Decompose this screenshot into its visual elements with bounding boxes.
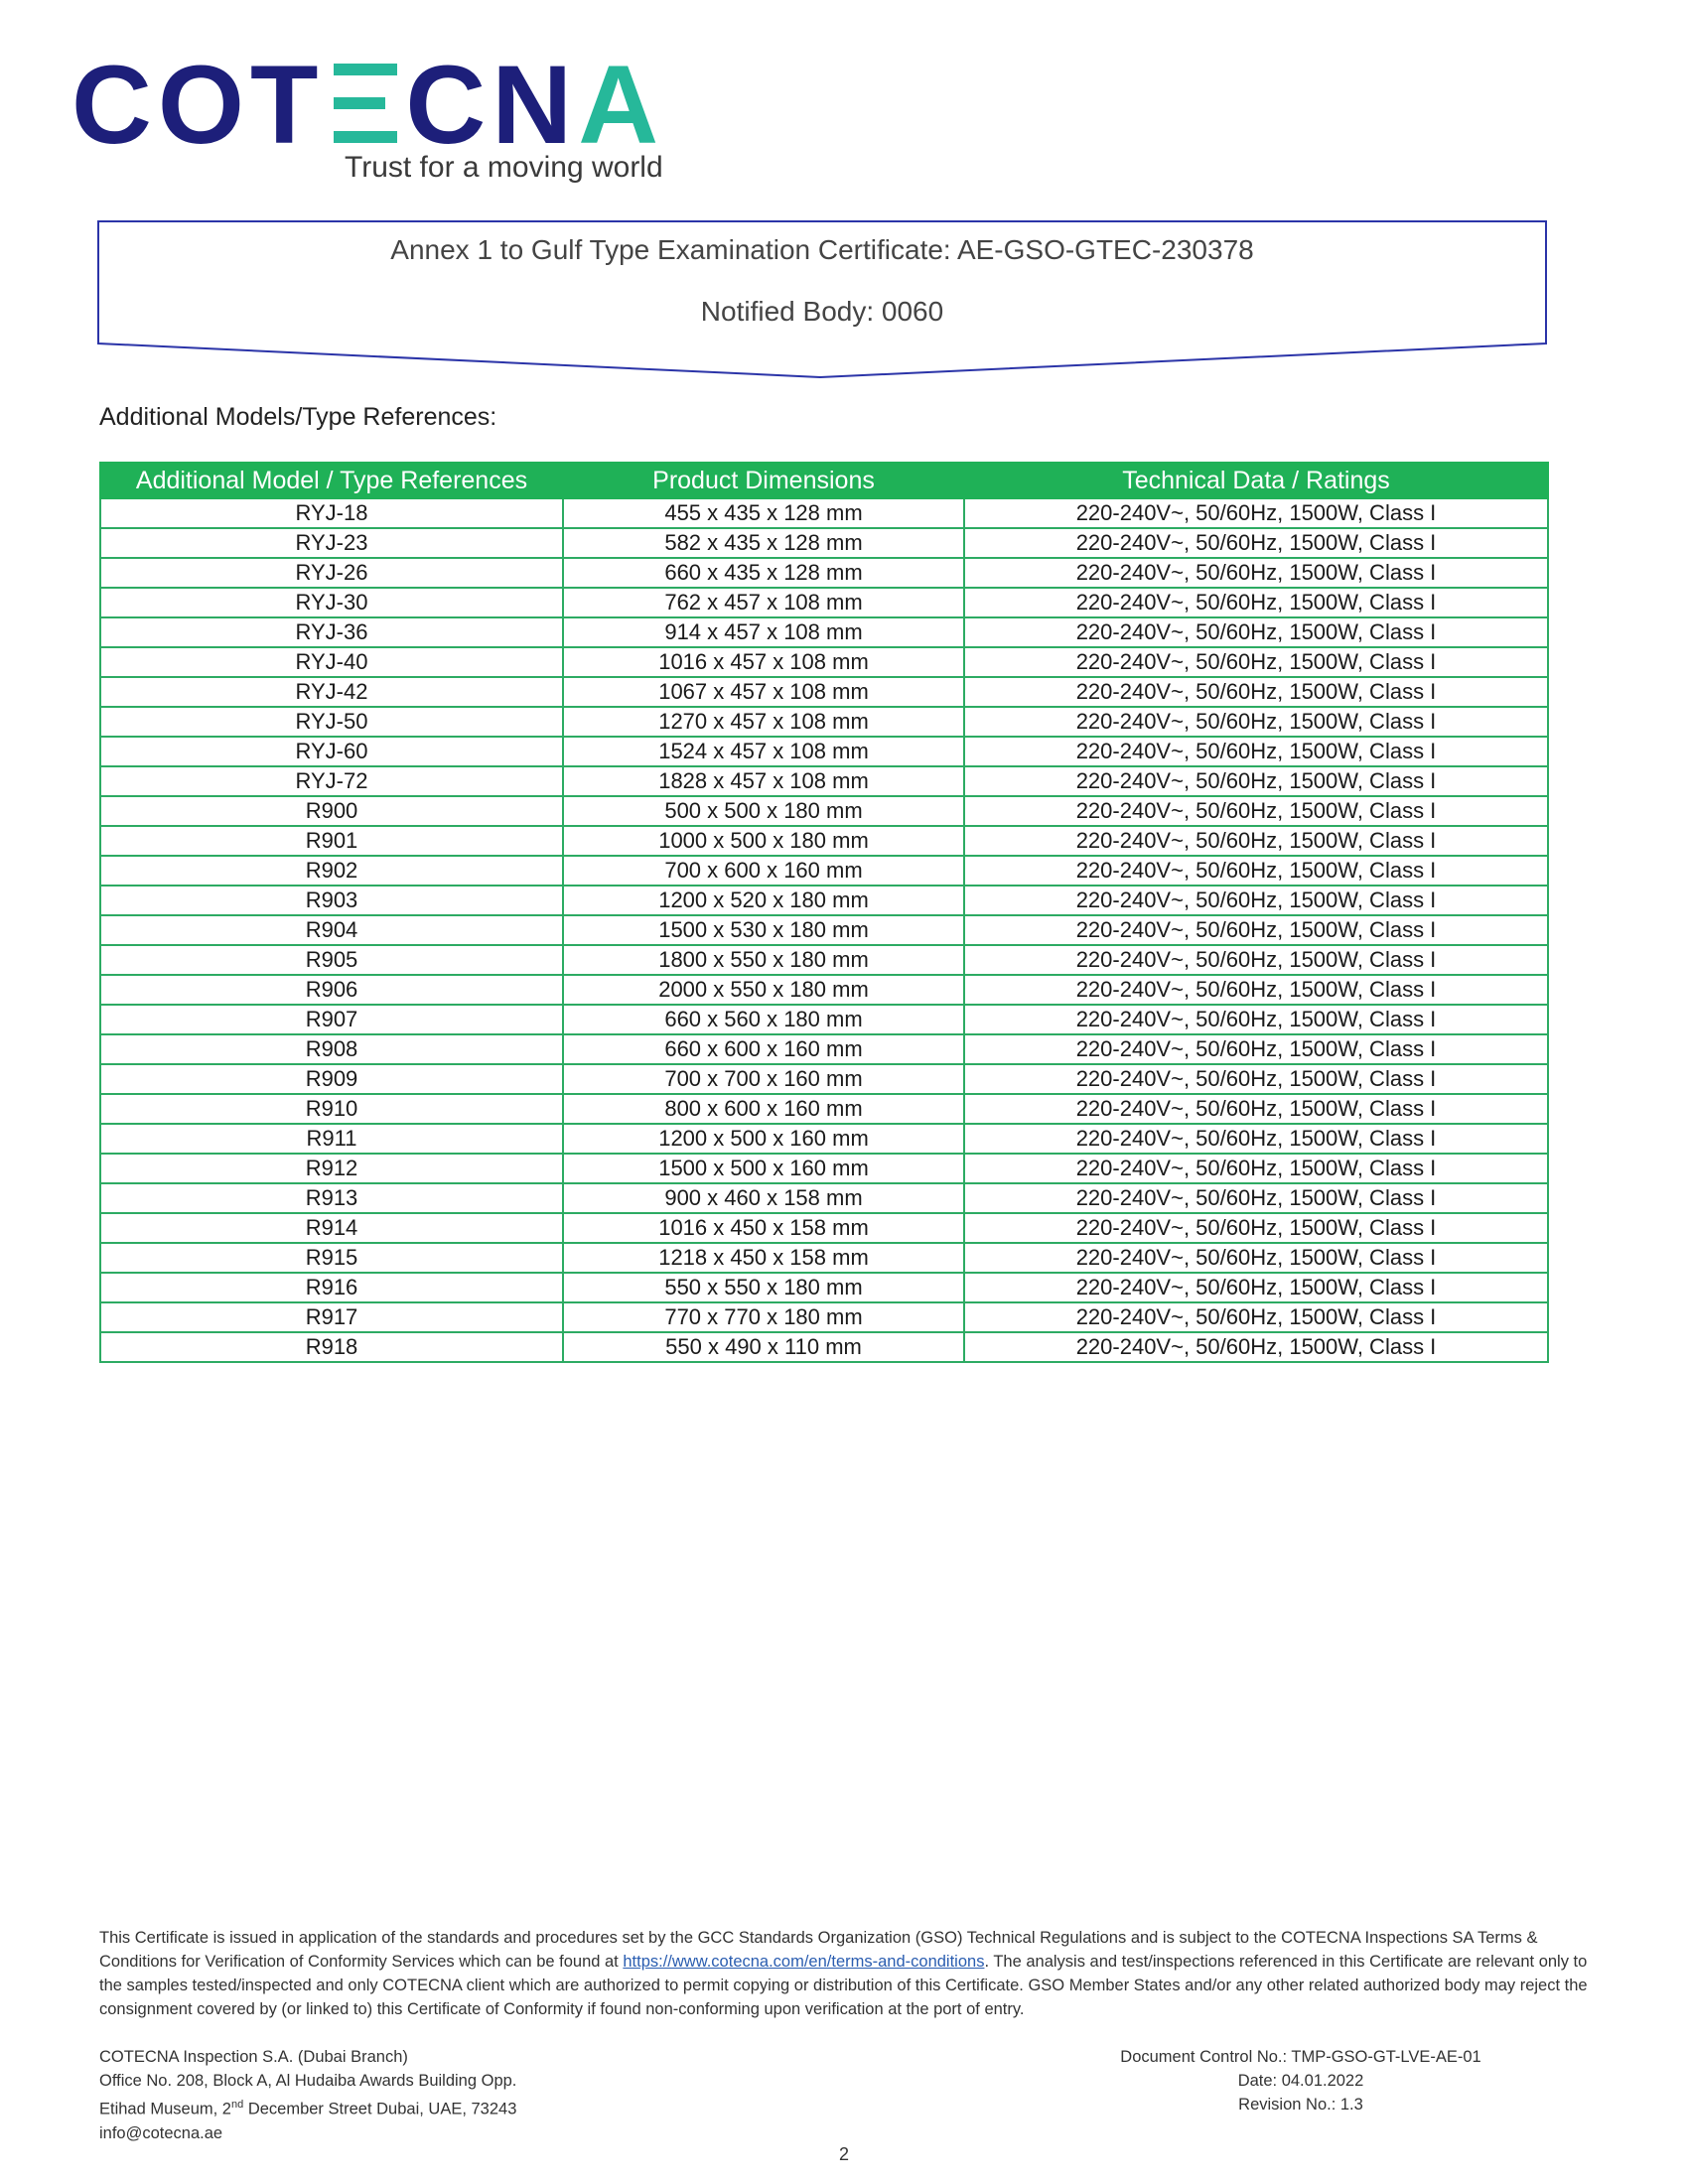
disclaimer-text-after: . The analysis and test/inspections referenced in this Certificate are relevant only to the samples tested/inspected and only COTECNA client which are authorized to permit copying or distribution of this Certificate. GSO Member States and/or any other related authorized body may reject the consignment covered by (or linked to) this Certificate of Conformity if found non-conforming upon verification at the port of entry. [99, 1953, 1588, 2018]
cell-model: RYJ-72 [100, 766, 563, 796]
cell-ratings: 220-240V~, 50/60Hz, 1500W, Class I [964, 647, 1548, 677]
document-control-number: Document Control No.: TMP-GSO-GT-LVE-AE-01 [1120, 2048, 1481, 2066]
table-row [100, 528, 1548, 558]
cell-dimensions: 770 x 770 x 180 mm [563, 1302, 964, 1332]
table-row [100, 498, 1548, 528]
logo-wordmark [71, 43, 665, 167]
cell-model: R906 [100, 975, 563, 1005]
header-model: Additional Model / Type References [100, 463, 563, 498]
cell-model: R901 [100, 826, 563, 856]
cell-dimensions: 1016 x 457 x 108 mm [563, 647, 964, 677]
table-row [100, 558, 1548, 588]
cell-ratings: 220-240V~, 50/60Hz, 1500W, Class I [964, 1183, 1548, 1213]
logo-e-bars-icon [334, 64, 397, 143]
cell-dimensions: 1828 x 457 x 108 mm [563, 766, 964, 796]
cell-ratings: 220-240V~, 50/60Hz, 1500W, Class I [964, 1332, 1548, 1362]
cell-dimensions: 900 x 460 x 158 mm [563, 1183, 964, 1213]
terms-link[interactable]: https://www.cotecna.com/en/terms-and-conditions [623, 1953, 985, 1971]
table-row [100, 796, 1548, 826]
table-header-row [100, 463, 1548, 498]
cell-model: R905 [100, 945, 563, 975]
cell-dimensions: 1200 x 500 x 160 mm [563, 1124, 964, 1154]
cell-model: RYJ-26 [100, 558, 563, 588]
cell-ratings: 220-240V~, 50/60Hz, 1500W, Class I [964, 975, 1548, 1005]
cell-dimensions: 1500 x 500 x 160 mm [563, 1154, 964, 1183]
cell-dimensions: 1000 x 500 x 180 mm [563, 826, 964, 856]
page-number: 2 [838, 2144, 849, 2164]
table-row [100, 856, 1548, 886]
cell-ratings: 220-240V~, 50/60Hz, 1500W, Class I [964, 1243, 1548, 1273]
table-body [100, 498, 1548, 1362]
cell-ratings: 220-240V~, 50/60Hz, 1500W, Class I [964, 1213, 1548, 1243]
cell-dimensions: 660 x 560 x 180 mm [563, 1005, 964, 1034]
table-row [100, 1183, 1548, 1213]
cell-model: RYJ-40 [100, 647, 563, 677]
cell-model: R912 [100, 1154, 563, 1183]
cell-dimensions: 700 x 600 x 160 mm [563, 856, 964, 886]
cell-ratings: 220-240V~, 50/60Hz, 1500W, Class I [964, 528, 1548, 558]
cell-model: RYJ-18 [100, 498, 563, 528]
cell-ratings: 220-240V~, 50/60Hz, 1500W, Class I [964, 915, 1548, 945]
cell-model: RYJ-50 [100, 707, 563, 737]
table-row [100, 915, 1548, 945]
cell-ratings: 220-240V~, 50/60Hz, 1500W, Class I [964, 677, 1548, 707]
cell-model: R918 [100, 1332, 563, 1362]
cell-ratings: 220-240V~, 50/60Hz, 1500W, Class I [964, 1124, 1548, 1154]
cell-model: R904 [100, 915, 563, 945]
cell-ratings: 220-240V~, 50/60Hz, 1500W, Class I [964, 1094, 1548, 1124]
cell-ratings: 220-240V~, 50/60Hz, 1500W, Class I [964, 707, 1548, 737]
table-row [100, 1064, 1548, 1094]
table-row [100, 945, 1548, 975]
cell-dimensions: 1200 x 520 x 180 mm [563, 886, 964, 915]
table-row [100, 975, 1548, 1005]
cell-model: R917 [100, 1302, 563, 1332]
cell-ratings: 220-240V~, 50/60Hz, 1500W, Class I [964, 498, 1548, 528]
table-row [100, 707, 1548, 737]
cotecna-logo [71, 43, 707, 189]
table-row [100, 737, 1548, 766]
header-dimensions: Product Dimensions [563, 463, 964, 498]
cell-model: R914 [100, 1213, 563, 1243]
cell-ratings: 220-240V~, 50/60Hz, 1500W, Class I [964, 737, 1548, 766]
table-row [100, 1034, 1548, 1064]
cell-dimensions: 1524 x 457 x 108 mm [563, 737, 964, 766]
document-control [1092, 2045, 1509, 2116]
cell-dimensions: 582 x 435 x 128 mm [563, 528, 964, 558]
address-email: info@cotecna.ae [99, 2123, 223, 2142]
logo-wordmark-a: A [578, 43, 665, 167]
cell-dimensions: 550 x 550 x 180 mm [563, 1273, 964, 1302]
cell-model: RYJ-30 [100, 588, 563, 617]
table-row [100, 1094, 1548, 1124]
cell-model: R916 [100, 1273, 563, 1302]
cell-dimensions: 660 x 435 x 128 mm [563, 558, 964, 588]
cell-model: R908 [100, 1034, 563, 1064]
table-row [100, 1302, 1548, 1332]
cell-ratings: 220-240V~, 50/60Hz, 1500W, Class I [964, 588, 1548, 617]
cell-ratings: 220-240V~, 50/60Hz, 1500W, Class I [964, 945, 1548, 975]
cell-dimensions: 1800 x 550 x 180 mm [563, 945, 964, 975]
logo-wordmark-left: COT [71, 43, 325, 167]
cell-ratings: 220-240V~, 50/60Hz, 1500W, Class I [964, 796, 1548, 826]
annex-banner [97, 220, 1547, 379]
banner-title: Annex 1 to Gulf Type Examination Certificate: AE-GSO-GTEC-230378 [390, 234, 1254, 265]
cell-dimensions: 2000 x 550 x 180 mm [563, 975, 964, 1005]
address-line-1: COTECNA Inspection S.A. (Dubai Branch) [99, 2048, 408, 2066]
cell-dimensions: 500 x 500 x 180 mm [563, 796, 964, 826]
cell-dimensions: 914 x 457 x 108 mm [563, 617, 964, 647]
cell-model: R903 [100, 886, 563, 915]
models-table [99, 462, 1549, 1363]
cell-model: R909 [100, 1064, 563, 1094]
cell-dimensions: 1270 x 457 x 108 mm [563, 707, 964, 737]
address-line-3: Etihad Museum, 2nd December Street Dubai, UAE, 73243 [99, 2099, 517, 2118]
cell-ratings: 220-240V~, 50/60Hz, 1500W, Class I [964, 558, 1548, 588]
table-row [100, 677, 1548, 707]
cell-dimensions: 1067 x 457 x 108 mm [563, 677, 964, 707]
address-line-2: Office No. 208, Block A, Al Hudaiba Awards Building Opp. [99, 2072, 517, 2090]
cell-dimensions: 455 x 435 x 128 mm [563, 498, 964, 528]
cell-model: R910 [100, 1094, 563, 1124]
table-row [100, 1273, 1548, 1302]
cell-ratings: 220-240V~, 50/60Hz, 1500W, Class I [964, 1005, 1548, 1034]
cell-dimensions: 550 x 490 x 110 mm [563, 1332, 964, 1362]
cell-dimensions: 762 x 457 x 108 mm [563, 588, 964, 617]
cell-dimensions: 660 x 600 x 160 mm [563, 1034, 964, 1064]
cell-model: R902 [100, 856, 563, 886]
cell-ratings: 220-240V~, 50/60Hz, 1500W, Class I [964, 1034, 1548, 1064]
cell-dimensions: 1218 x 450 x 158 mm [563, 1243, 964, 1273]
table-row [100, 588, 1548, 617]
table-row [100, 826, 1548, 856]
cell-ratings: 220-240V~, 50/60Hz, 1500W, Class I [964, 1064, 1548, 1094]
table-row [100, 1154, 1548, 1183]
table-row [100, 1243, 1548, 1273]
logo-tagline: Trust for a moving world [345, 151, 663, 184]
document-date: Date: 04.01.2022 [1237, 2072, 1364, 2090]
table-row [100, 617, 1548, 647]
disclaimer-text-before: This Certificate is issued in application of the standards and procedures set by the GCC Standards Organization (GSO) Technical Regulations and is subject to the COTECNA Inspections SA Terms & Conditions for Verification of Conformity Services which can be found at [99, 1929, 1538, 1971]
cell-model: RYJ-23 [100, 528, 563, 558]
cell-dimensions: 1500 x 530 x 180 mm [563, 915, 964, 945]
cell-model: RYJ-42 [100, 677, 563, 707]
banner-notified-body: Notified Body: 0060 [700, 296, 944, 327]
table-row [100, 886, 1548, 915]
table-row [100, 1332, 1548, 1362]
cell-dimensions: 1016 x 450 x 158 mm [563, 1213, 964, 1243]
cell-ratings: 220-240V~, 50/60Hz, 1500W, Class I [964, 856, 1548, 886]
cell-ratings: 220-240V~, 50/60Hz, 1500W, Class I [964, 1154, 1548, 1183]
table-row [100, 1124, 1548, 1154]
section-label: Additional Models/Type References: [99, 403, 497, 431]
cell-dimensions: 700 x 700 x 160 mm [563, 1064, 964, 1094]
cell-ratings: 220-240V~, 50/60Hz, 1500W, Class I [964, 617, 1548, 647]
cell-model: R911 [100, 1124, 563, 1154]
cell-model: R915 [100, 1243, 563, 1273]
cell-ratings: 220-240V~, 50/60Hz, 1500W, Class I [964, 1302, 1548, 1332]
cell-ratings: 220-240V~, 50/60Hz, 1500W, Class I [964, 826, 1548, 856]
cell-model: RYJ-60 [100, 737, 563, 766]
office-address [99, 2045, 516, 2145]
table-row [100, 1005, 1548, 1034]
revision-number: Revision No.: 1.3 [1238, 2096, 1363, 2114]
cell-ratings: 220-240V~, 50/60Hz, 1500W, Class I [964, 766, 1548, 796]
cell-ratings: 220-240V~, 50/60Hz, 1500W, Class I [964, 1273, 1548, 1302]
cell-dimensions: 800 x 600 x 160 mm [563, 1094, 964, 1124]
logo-wordmark-right: CN [405, 43, 579, 167]
table-row [100, 1213, 1548, 1243]
cell-model: R907 [100, 1005, 563, 1034]
disclaimer [99, 1926, 1609, 2021]
table-row [100, 766, 1548, 796]
cell-model: R900 [100, 796, 563, 826]
cell-ratings: 220-240V~, 50/60Hz, 1500W, Class I [964, 886, 1548, 915]
table-row [100, 647, 1548, 677]
header-ratings: Technical Data / Ratings [964, 463, 1548, 498]
cell-model: RYJ-36 [100, 617, 563, 647]
cell-model: R913 [100, 1183, 563, 1213]
